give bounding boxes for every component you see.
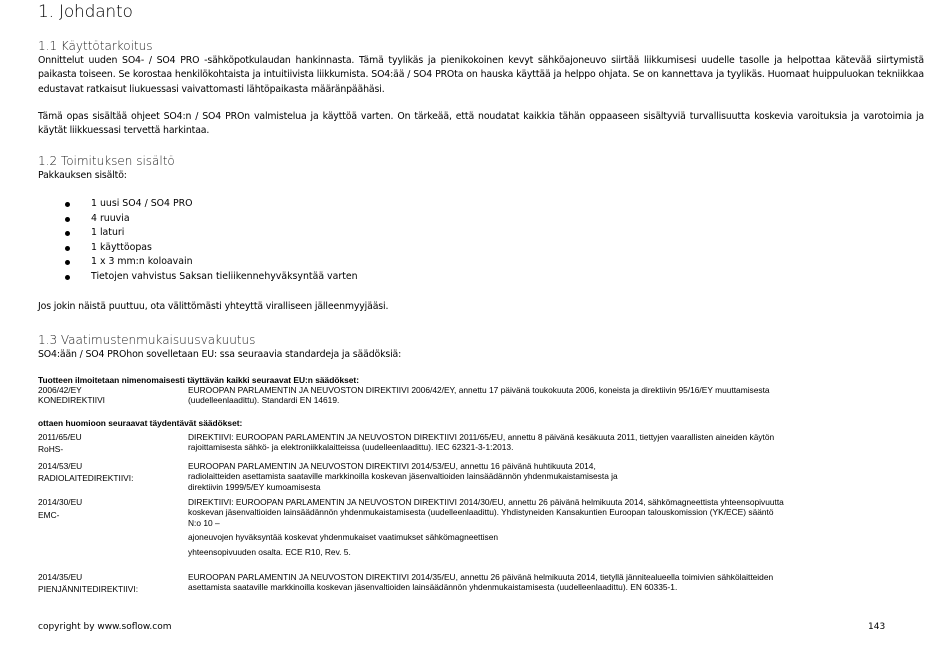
directive-text-line: ajoneuvojen hyväksyntää koskevat yhdenmukaiset vaatimukset sähkömagneettisen [188, 532, 499, 543]
list-item: 1 käyttöopas [38, 241, 358, 256]
directive-code: 2006/42/EY [38, 385, 82, 395]
directive-name: KONEDIREKTIIVI [38, 395, 106, 406]
directive-text-line: radiolaitteiden asettamista saataville markkinoilla koskevan jäsenvaltioiden lainsäädännön yhdenmukaistamisesta ja [188, 471, 618, 482]
directive-code: 2014/53/EU [38, 461, 83, 471]
directive-code: 2011/65/EU [38, 432, 82, 442]
conformity-intro: SO4:ään / SO4 PROhon sovelletaan EU: ssa seuraavia standardeja ja säädöksiä: [38, 349, 402, 360]
package-contents-list [38, 197, 358, 285]
directive-text-line: yhteensopivuuden osalta. ECE R10, Rev. 5. [188, 546, 351, 557]
directives-group-1-heading: Tuotteen ilmoitetaan nimenomaisesti täyttävän kaikki seuraavat EU:n säädökset: [38, 375, 359, 385]
section-1-1-title: 1.1 Käyttötarkoitus [38, 39, 153, 53]
directive-name: RoHS- [38, 444, 64, 455]
chapter-heading: 1. Johdanto [38, 2, 133, 22]
directives-group-2-heading: ottaen huomioon seuraavat täydentävät säädökset: [38, 418, 243, 428]
section-1-2-title: 1.2 Toimituksen sisältö [38, 154, 175, 168]
section-1-1-paragraph-2: Tämä opas sisältää ohjeet SO4:n / SO4 PROn valmistelua ja käyttöä varten. On tärkeää, että noudatat kaikkia tähän oppaaseen sisältyviä turvallisuutta koskevia varoituksia ja varotoimia ja käytät liikkuessasi tervettä harkintaa. [38, 111, 924, 137]
directive-text-line: DIREKTIIVI: EUROOPAN PARLAMENTIN JA NEUVOSTON DIREKTIIVI 2011/65/EU, annettu 8 päivänä kesäkuuta 2011, tiettyjen vaarallisten aineiden käytön [188, 432, 775, 442]
list-item: 1 laturi [38, 226, 358, 241]
section-1-1-paragraph-1: Onnittelut uuden SO4- / SO4 PRO -sähköpotkulaudan hankinnasta. Tämä tyylikäs ja pienikokoinen kevyt sähköajoneuvo siirtää liikkumisesi uudelle tasolle ja helpottaa kätevää siirtymistä paikasta toiseen. Se korostaa henkilökohtaista ja intuitiivista liikkumista. SO4:ää / SO4 PROta on hauska käyttää ja helppo ohjata. Se on kannettava ja tyylikäs. Huomaat huippuluokan tekniikkaa edustavat ratkaisut liukuessasi vaivattomasti lähtöpaikasta määränpäähäsi. [38, 55, 924, 95]
directive-text-line: (uudelleenlaadittu). Standardi EN 14619. [188, 395, 340, 406]
list-item: 1 x 3 mm:n koloavain [38, 255, 358, 270]
list-item: Tietojen vahvistus Saksan tieliikennehyväksyntää varten [38, 270, 358, 285]
directive-text-line: direktiivin 1999/5/EY kumoamisesta [188, 481, 321, 492]
directive-text-line: EUROOPAN PARLAMENTIN JA NEUVOSTON DIREKTIIVI 2014/35/EU, annettu 26 päivänä helmikuuta 2014, tietyllä jännitealueella toimivien sähkölaitteiden [188, 572, 774, 582]
directive-code: 2014/30/EU [38, 497, 83, 507]
directive-name: PIENJÄNNITEDIREKTIIVI: [38, 584, 139, 595]
directive-text-line: DIREKTIIVI: EUROOPAN PARLAMENTIN JA NEUVOSTON DIREKTIIVI 2014/30/EU, annettu 26 päivänä helmikuuta 2014, sähkömagneettista yhteensopivuutta [188, 497, 784, 507]
directive-text-line: koskevan jäsenvaltioiden lainsäädännön yhdenmukaistamisesta (uudelleenlaadittu). Yhdistyneiden Kansakuntien Euroopan talouskomission (YK/ECE) sääntö [188, 507, 774, 518]
list-item: 1 uusi SO4 / SO4 PRO [38, 197, 358, 212]
package-contents-intro: Pakkauksen sisältö: [38, 170, 127, 181]
page-number: 143 [868, 622, 886, 632]
directive-code: 2014/35/EU [38, 572, 83, 582]
footer-copyright: copyright by www.soflow.com [38, 622, 172, 632]
package-contents-outro: Jos jokin näistä puuttuu, ota välittömästi yhteyttä viralliseen jälleenmyyjääsi. [38, 301, 389, 312]
section-1-3-title: 1.3 Vaatimustenmukaisuusvakuutus [38, 333, 256, 347]
directive-name: EMC- [38, 510, 60, 521]
directive-text-line: rajoittamisesta sähkö- ja elektroniikkalaitteissa (uudelleenlaadittu). IEC 62321-3-1:2013. [188, 442, 514, 453]
directive-name: RADIOLAITEDIREKTIIVI: [38, 473, 134, 484]
directive-text-line: N:o 10 – [188, 517, 220, 528]
directive-text-line: EUROOPAN PARLAMENTIN JA NEUVOSTON DIREKTIIVI 2014/53/EU, annettu 16 päivänä huhtikuuta 2014, [188, 461, 596, 471]
directive-text-line: asettamista saataville markkinoilla koskevan jäsenvaltioiden lainsäädännön yhdenmukaistamisesta (uudelleenlaadittu). EN 60335-1. [188, 582, 678, 593]
list-item: 4 ruuvia [38, 212, 358, 227]
directive-text-line: EUROOPAN PARLAMENTIN JA NEUVOSTON DIREKTIIVI 2006/42/EY, annettu 17 päivänä toukokuuta 2006, koneista ja direktiivin 95/16/EY muuttamisesta [188, 385, 770, 395]
